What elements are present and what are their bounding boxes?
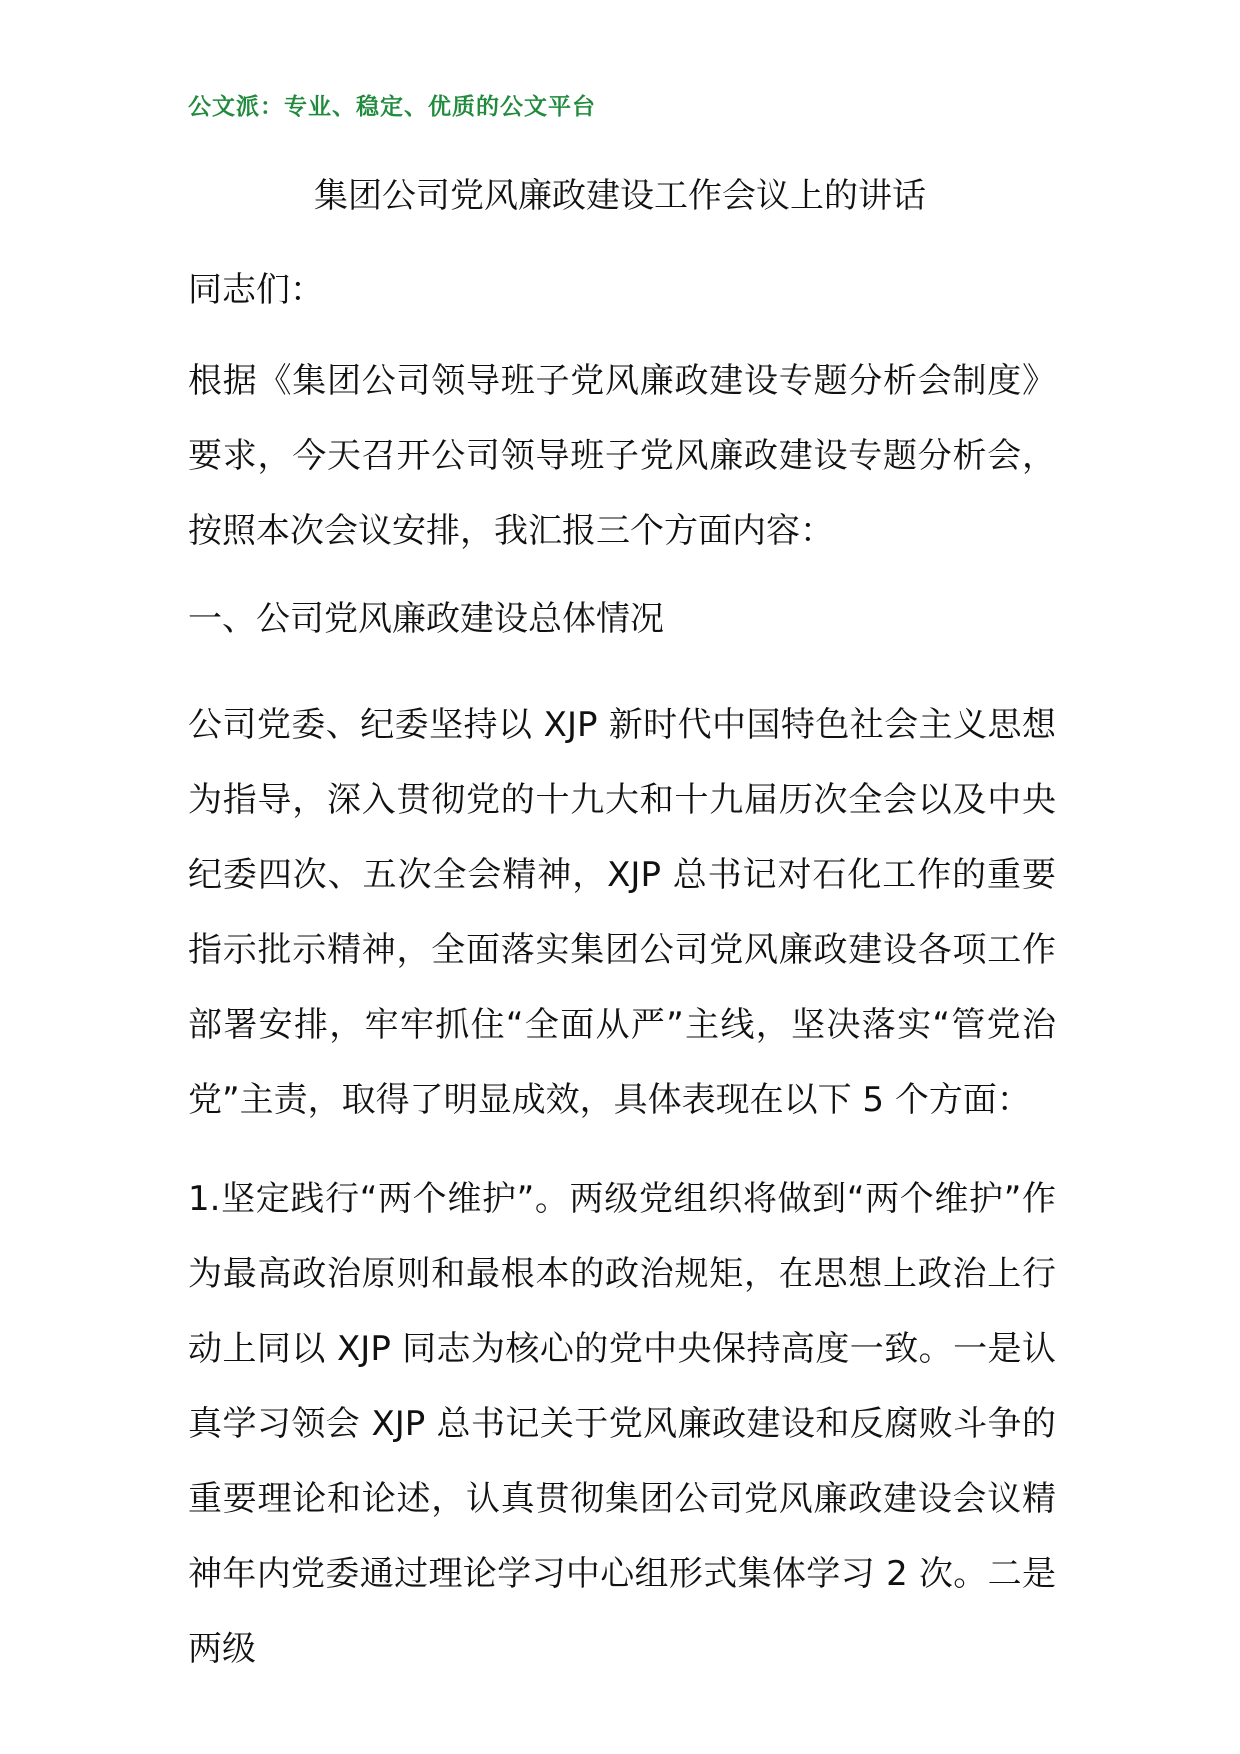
header-brand: 公文派：专业、稳定、优质的公文平台 <box>188 94 596 120</box>
body-paragraph: 公司党委、纪委坚持以 XJP 新时代中国特色社会主义思想为指导，深入贯彻党的十九大和十九届历次全会以及中央纪委四次、五次全会精神，XJP 总书记对石化工作的重要指示批示精神，全面落实集团公司党风廉政建设各项工作部署安排，牢牢抓住“全面从严”主线，坚决落实“管党治党”主责，取得了明显成效，具体表现在以下 5 个方面： <box>188 705 1056 1120</box>
intro-paragraph: 根据《集团公司领导班子党风廉政建设专题分析会制度》要求，今天召开公司领导班子党风廉政建设专题分析会，按照本次会议安排，我汇报三个方面内容： <box>188 361 1056 551</box>
greeting: 同志们： <box>188 270 324 310</box>
body-paragraph: 1.坚定践行“两个维护”。两级党组织将做到“两个维护”作为最高政治原则和最根本的政治规矩，在思想上政治上行动上同以 XJP 同志为核心的党中央保持高度一致。一是认真学习领会 XJP 总书记关于党风廉政建设和反腐败斗争的重要理论和论述，认真贯彻集团公司党风廉政建设会议精神年内党委通过理论学习中心组形式集体学习 2 次。二是两级 <box>188 1179 1056 1669</box>
section-heading: 一、公司党风廉政建设总体情况 <box>188 599 664 639</box>
document-title: 集团公司党风廉政建设工作会议上的讲话 <box>314 176 926 216</box>
